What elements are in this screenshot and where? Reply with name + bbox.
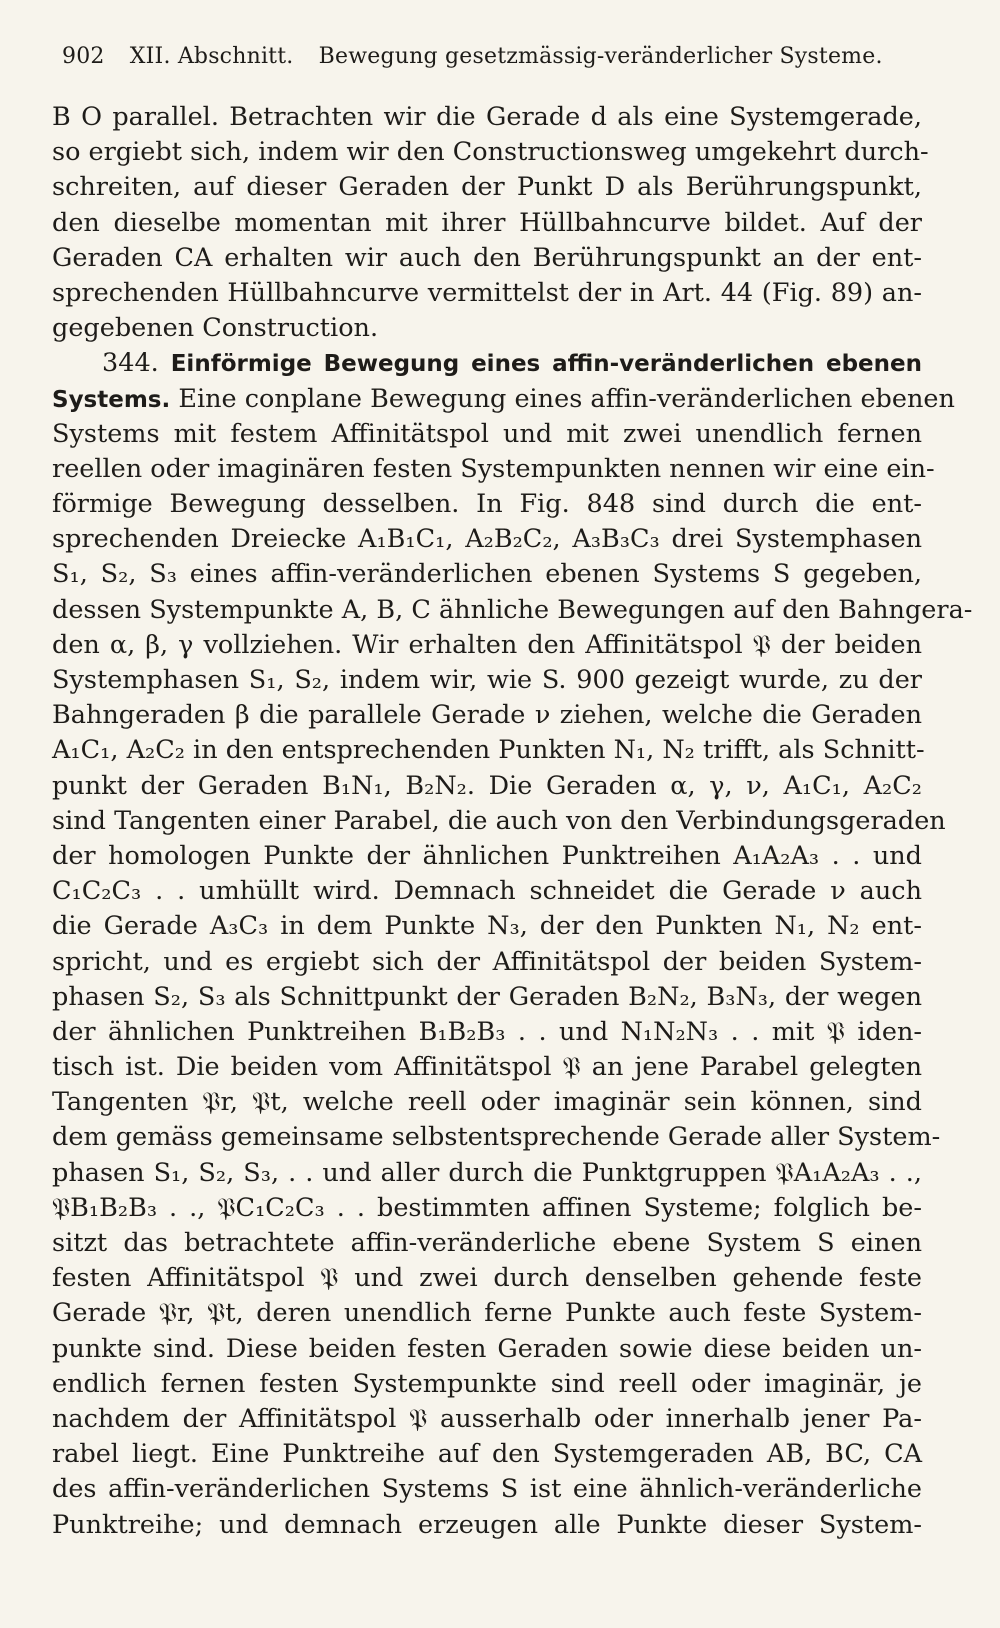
text-line: so ergiebt sich, indem wir den Constructionsweg umgekehrt durch- <box>52 137 929 168</box>
text-line: punkte sind. Diese beiden festen Geraden sowie diese beiden un- <box>52 1333 922 1364</box>
text-line: nachdem der Affinitätspol 𝔓 ausserhalb oder innerhalb jener Pa- <box>52 1403 922 1434</box>
text-line: S₁, S₂, S₃ eines affin-veränderlichen ebenen Systems S gegeben, <box>52 559 922 590</box>
text-line: reellen oder imaginären festen Systempunkten nennen wir eine ein- <box>52 453 935 484</box>
section-label: XII. Abschnitt. <box>129 44 294 69</box>
section-heading-continuation <box>52 382 955 417</box>
text-line: phasen S₂, S₃ als Schnittpunkt der Geraden B₂N₂, B₃N₃, der wegen <box>52 981 922 1012</box>
page-number: 902 <box>62 44 105 69</box>
text-line: A₁C₁, A₂C₂ in den entsprechenden Punkten N₁, N₂ trifft, als Schnitt- <box>52 735 925 766</box>
text-line: des affin-veränderlichen Systems S ist eine ähnlich-veränderliche <box>52 1474 922 1505</box>
text-line: Bahngeraden β die parallele Gerade ν ziehen, welche die Geraden <box>52 700 922 731</box>
body-text <box>52 100 973 1543</box>
text-line: Systemphasen S₁, S₂, indem wir, wie S. 900 gezeigt wurde, zu der <box>52 665 922 695</box>
section-heading-344 <box>52 346 922 381</box>
text-line: dessen Systempunkte A, B, C ähnliche Bewegungen auf den Bahngera- <box>52 594 973 625</box>
text-line: Systems mit festem Affinitätspol und mit zwei unendlich fernen <box>52 418 922 449</box>
running-header <box>62 44 922 69</box>
text-line: B O parallel. Betrachten wir die Gerade d als eine Systemgerade, <box>52 102 922 132</box>
section-title: Einförmige Bewegung eines affin-veränderlichen ebenen <box>170 351 922 378</box>
text-line: den dieselbe momentan mit ihrer Hüllbahncurve bildet. Auf der <box>52 207 922 238</box>
text-line: Punktreihe; und demnach erzeugen alle Punkte dieser System- <box>52 1509 922 1540</box>
text-line: C₁C₂C₃ . . umhüllt wird. Demnach schneidet die Gerade ν auch <box>52 876 922 907</box>
text-line: Gerade 𝔓r, 𝔓t, deren unendlich ferne Punkte auch feste System- <box>52 1298 922 1329</box>
header-title: Bewegung gesetzmässig-veränderlicher Systeme. <box>318 44 883 69</box>
text-line: tisch ist. Die beiden vom Affinitätspol 𝔓 an jene Parabel gelegten <box>52 1052 922 1083</box>
text-line: sprechenden Dreiecke A₁B₁C₁, A₂B₂C₂, A₃B₃C₃ drei Systemphasen <box>52 524 922 555</box>
text-line: der homologen Punkte der ähnlichen Punktreihen A₁A₂A₃ . . und <box>52 840 922 871</box>
text-line: sprechenden Hüllbahncurve vermittelst der in Art. 44 (Fig. 89) an- <box>52 277 922 308</box>
text-line: spricht, und es ergiebt sich der Affinitätspol der beiden System- <box>52 946 922 977</box>
text-line: Tangenten 𝔓r, 𝔓t, welche reell oder imaginär sein können, sind <box>52 1087 922 1118</box>
section-number: 344. <box>102 348 159 379</box>
text-line: 𝔓B₁B₂B₃ . ., 𝔓C₁C₂C₃ . . bestimmten affinen Systeme; folglich be- <box>52 1192 922 1223</box>
text-line: festen Affinitätspol 𝔓 und zwei durch denselben gehende feste <box>52 1263 922 1294</box>
text-line: sitzt das betrachtete affin-veränderliche ebene System S einen <box>52 1228 922 1258</box>
text-line: phasen S₁, S₂, S₃, . . und aller durch die Punktgruppen 𝔓A₁A₂A₃ . ., <box>52 1157 922 1188</box>
text-line: endlich fernen festen Systempunkte sind reell oder imaginär, je <box>52 1368 922 1399</box>
text-line: förmige Bewegung desselben. In Fig. 848 sind durch die ent- <box>52 489 922 520</box>
text-line: gegebenen Construction. <box>52 313 379 344</box>
text-line: Geraden CA erhalten wir auch den Berührungspunkt an der ent- <box>52 242 922 273</box>
text-line: der ähnlichen Punktreihen B₁B₂B₃ . . und N₁N₂N₃ . . mit 𝔓 iden- <box>52 1016 922 1047</box>
text-line: rabel liegt. Eine Punktreihe auf den Systemgeraden AB, BC, CA <box>52 1439 922 1470</box>
section-title-end: Systems. <box>52 386 171 413</box>
text-line: sind Tangenten einer Parabel, die auch von den Verbindungsgeraden <box>52 805 946 836</box>
text-line: den α, β, γ vollziehen. Wir erhalten den Affinitätspol 𝔓 der beiden <box>52 629 922 660</box>
text-line: schreiten, auf dieser Geraden der Punkt D als Berührungspunkt, <box>52 172 922 203</box>
text-line: dem gemäss gemeinsame selbstentsprechende Gerade aller System- <box>52 1122 941 1153</box>
text-line: punkt der Geraden B₁N₁, B₂N₂. Die Geraden α, γ, ν, A₁C₁, A₂C₂ <box>52 770 922 801</box>
section-text-start: Eine conplane Bewegung eines affin-veränderlichen ebenen <box>178 383 955 414</box>
text-line: die Gerade A₃C₃ in dem Punkte N₃, der den Punkten N₁, N₂ ent- <box>52 911 922 942</box>
